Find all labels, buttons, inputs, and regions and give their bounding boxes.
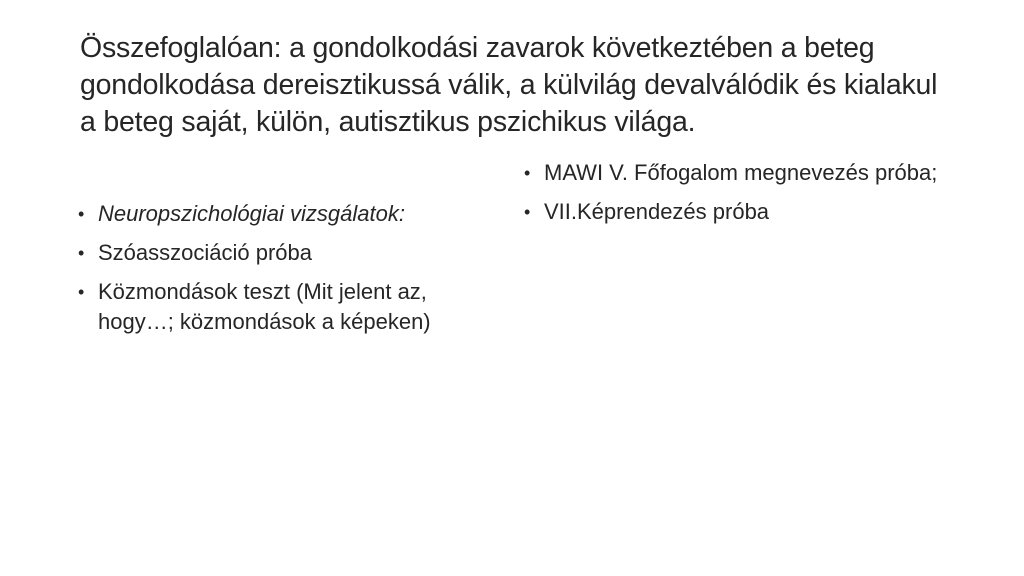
list-item (78, 277, 498, 337)
list-item (78, 199, 498, 229)
list-item (524, 197, 964, 227)
list-item (524, 158, 964, 188)
list-item-text: MAWI V. Főfogalom megnevezés próba; (544, 160, 938, 185)
left-bullet-list (78, 199, 498, 346)
right-bullet-list (524, 158, 964, 236)
list-item-text: Közmondások teszt (Mit jelent az, hogy…; közmondások a képeken) (98, 279, 431, 334)
slide-title: Összefoglalóan: a gondolkodási zavarok következtében a beteg gondolkodása dereisztikussá válik, a külvilág devalválódik és kialakul a beteg saját, külön, autisztikus pszichikus világa. (80, 32, 938, 138)
list-item-text: Neuropszichológiai vizsgálatok: (98, 201, 405, 226)
list-item-text: VII.Képrendezés próba (544, 199, 770, 224)
list-item-text: Szóasszociáció próba (98, 240, 313, 265)
bullet-icon: • (78, 204, 85, 224)
bullet-icon: • (524, 202, 531, 222)
bullet-icon: • (78, 243, 85, 263)
list-item (78, 238, 498, 268)
bullet-icon: • (524, 163, 531, 183)
bullet-icon: • (78, 282, 85, 302)
